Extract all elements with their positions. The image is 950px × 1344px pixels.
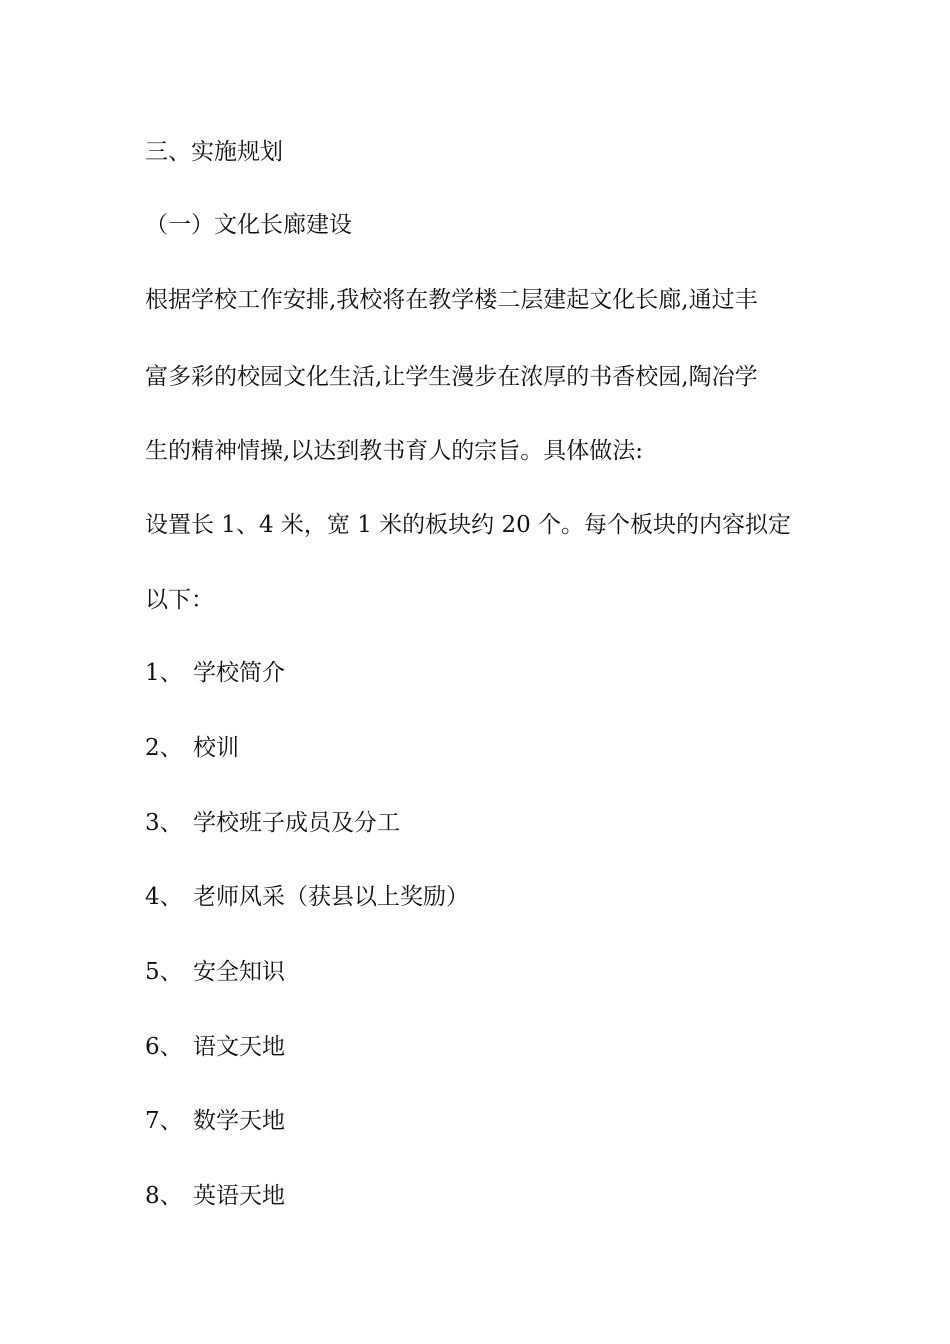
list-number: 3、 (145, 810, 183, 836)
subsection-heading: （一）文化长廊建设 (145, 212, 352, 238)
section-heading: 三、实施规划 (145, 139, 283, 165)
list-number: 6、 (145, 1034, 183, 1060)
list-text: 学校简介 (193, 660, 285, 686)
list-number: 5、 (145, 959, 183, 985)
list-number: 7、 (145, 1108, 183, 1134)
list-text: 英语天地 (193, 1183, 285, 1209)
list-item (145, 1106, 285, 1136)
list-item (145, 808, 400, 838)
list-number: 8、 (145, 1183, 183, 1209)
list-number: 1、 (145, 660, 183, 686)
list-text: 校训 (193, 735, 239, 761)
paragraph-line: 富多彩的校园文化生活,让学生漫步在浓厚的书香校园,陶冶学 (145, 364, 758, 390)
list-number: 4、 (145, 884, 183, 910)
list-item (145, 1032, 285, 1062)
list-item (145, 882, 469, 912)
paragraph-line: 根据学校工作安排,我校将在教学楼二层建起文化长廊,通过丰 (145, 287, 758, 313)
list-item (145, 658, 285, 688)
list-text: 数学天地 (193, 1108, 285, 1134)
paragraph-line: 生的精神情操,以达到教书育人的宗旨。具体做法: (145, 438, 644, 464)
list-number: 2、 (145, 735, 183, 761)
list-item (145, 1181, 285, 1211)
list-text: 语文天地 (193, 1034, 285, 1060)
list-text: 老师风采（获县以上奖励） (193, 884, 469, 910)
paragraph-line: 以下： (145, 587, 214, 613)
list-text: 安全知识 (193, 959, 285, 985)
list-item (145, 733, 239, 763)
list-item (145, 957, 285, 987)
paragraph-line: 设置长 1、4 米，宽 1 米的板块约 20 个。每个板块的内容拟定 (145, 512, 792, 538)
list-text: 学校班子成员及分工 (193, 810, 400, 836)
